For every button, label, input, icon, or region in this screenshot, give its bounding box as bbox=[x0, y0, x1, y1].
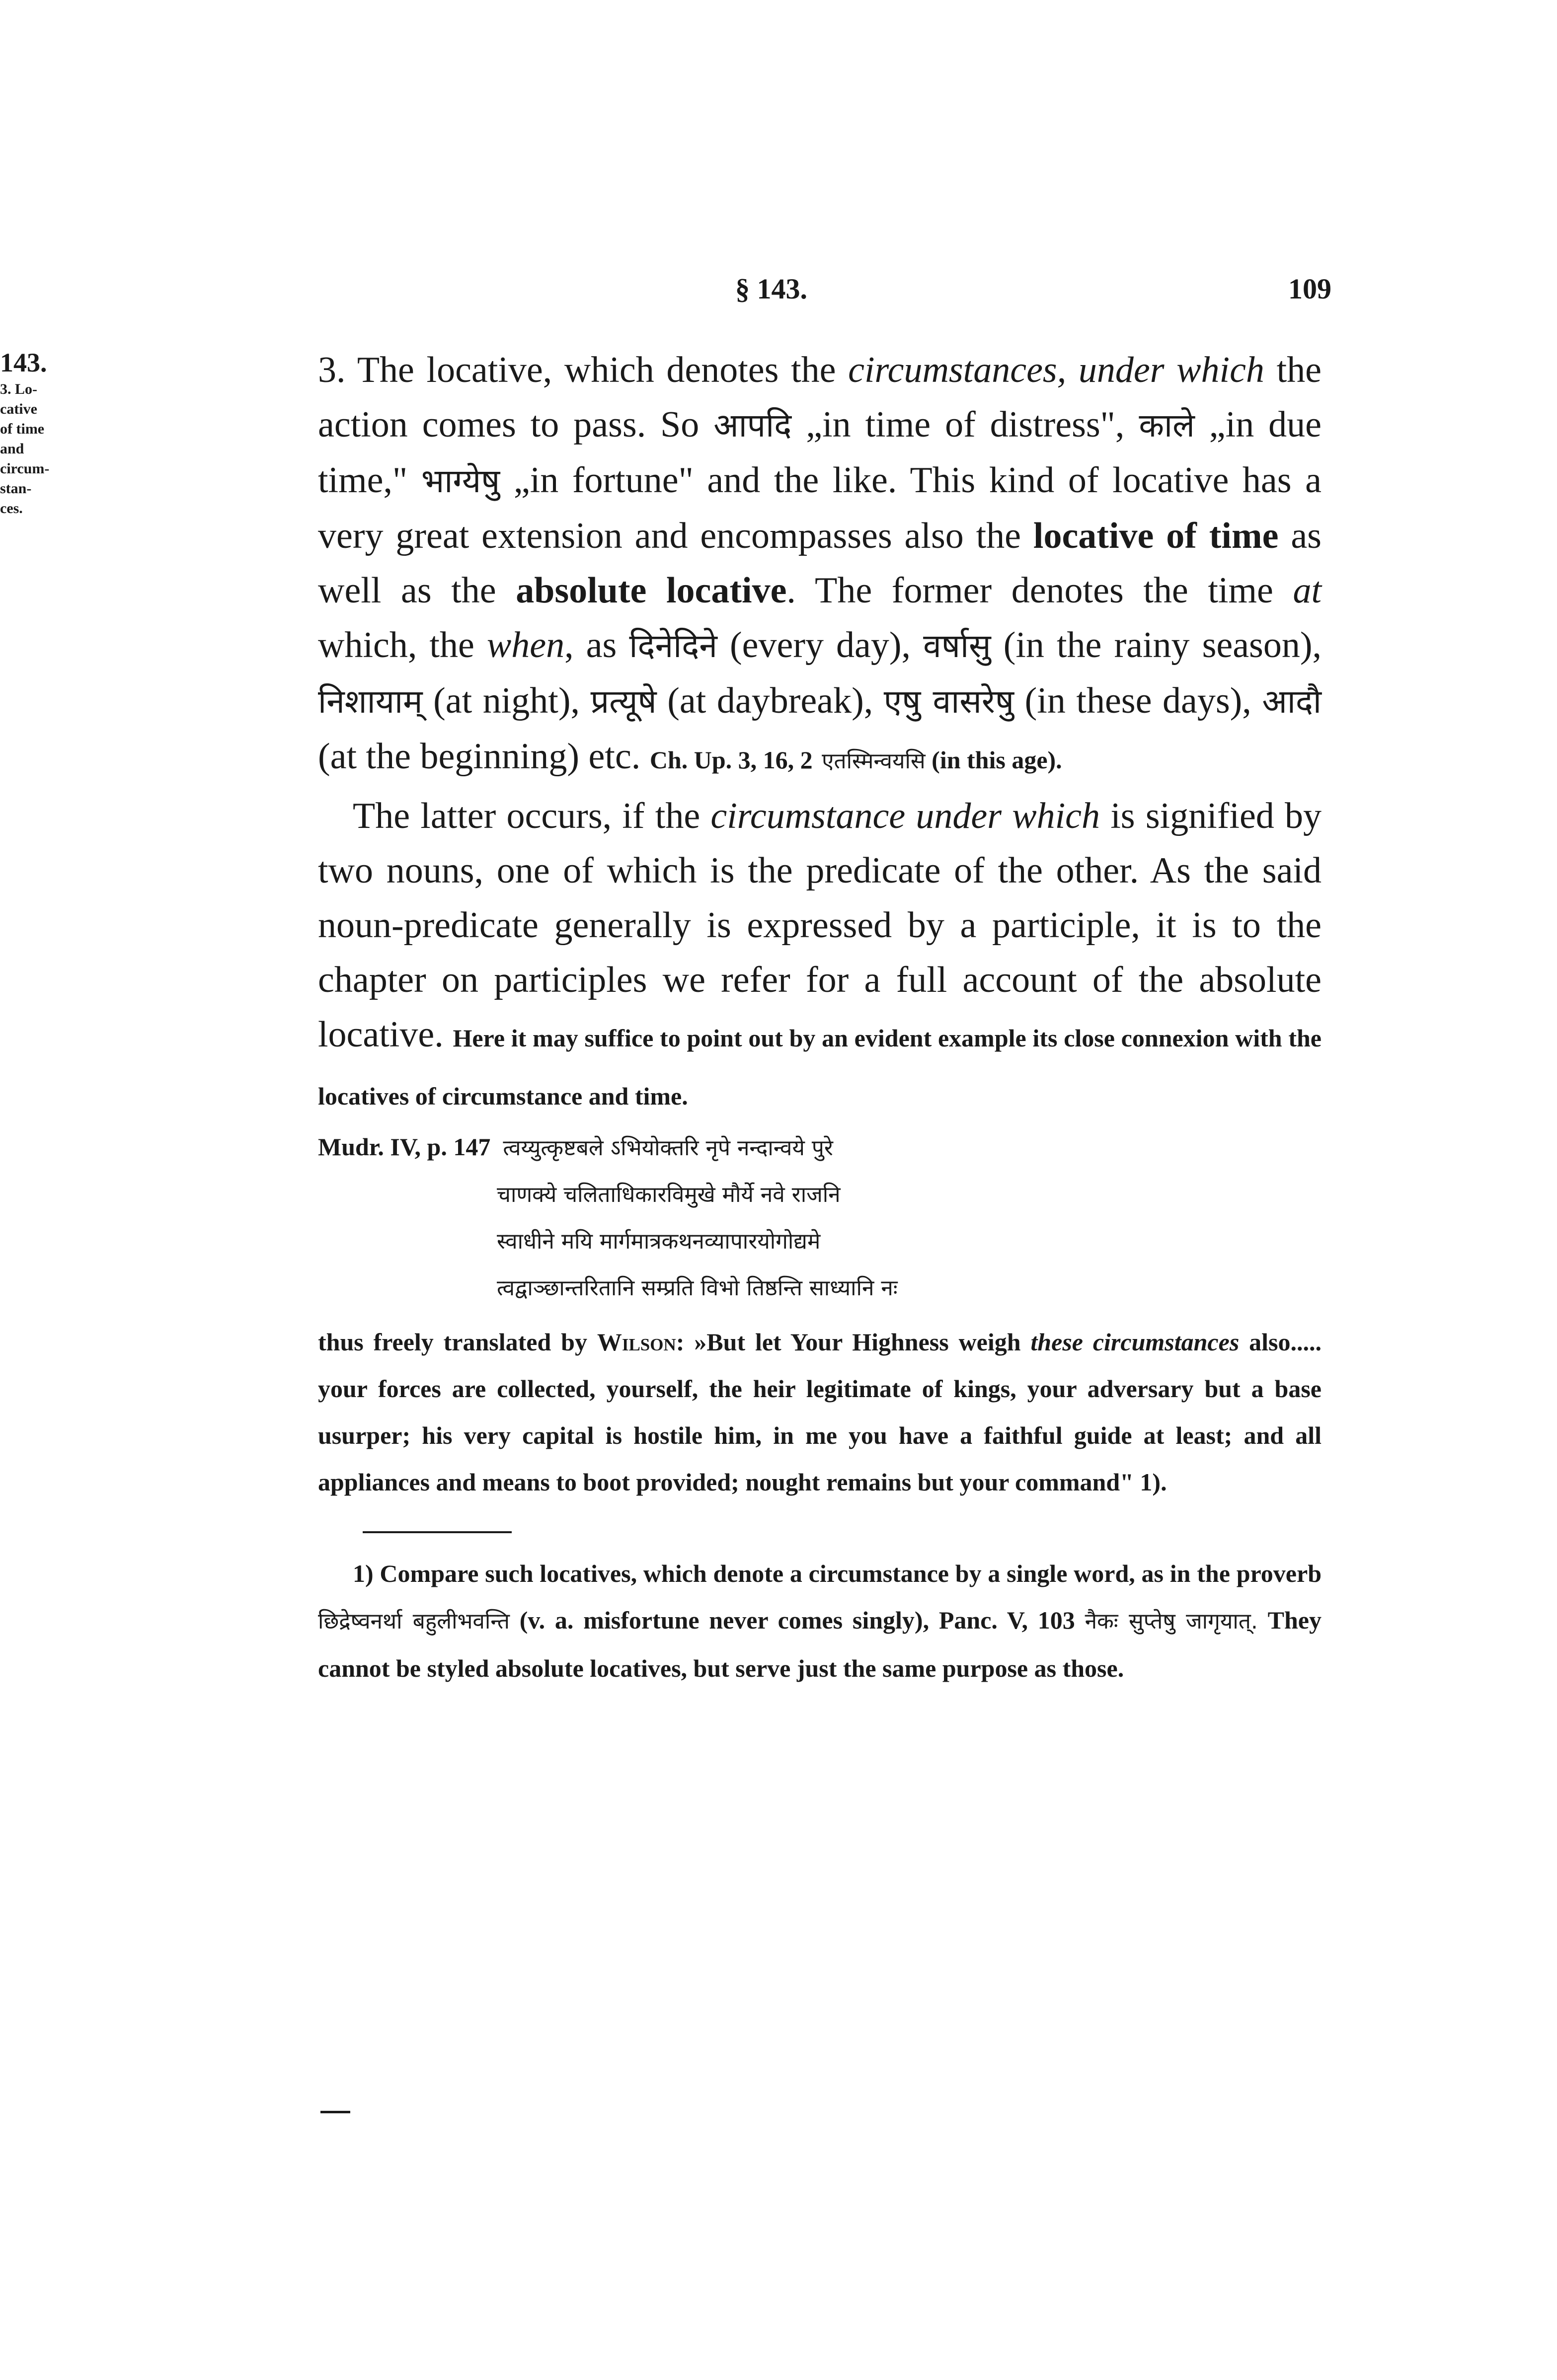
text-run: 1) Compare such locatives, which denote a circumstance by a single word, as in the proverb bbox=[353, 1560, 1322, 1587]
text-run: (at the beginning) etc. bbox=[318, 736, 650, 777]
text-run: „in due time," bbox=[318, 404, 1322, 501]
text-run: the action comes to pass. So bbox=[318, 350, 1322, 445]
margin-note-line: ces. bbox=[0, 500, 23, 517]
sanskrit-word: नैकः सुप्तेषु जागृयात्. bbox=[1085, 1609, 1258, 1634]
margin-note-line: stan- bbox=[0, 480, 32, 497]
sanskrit-word: प्रत्यूषे bbox=[590, 682, 657, 721]
italic-term: these circumstances bbox=[1030, 1328, 1240, 1356]
sanskrit-word: वर्षासु bbox=[923, 627, 991, 665]
text-run: (in the rainy season), bbox=[991, 625, 1322, 666]
main-text bbox=[318, 343, 1322, 1692]
citation-reference: Ch. Up. 3, 16, 2 bbox=[649, 746, 813, 774]
sanskrit-word: भाग्येषु bbox=[421, 462, 500, 500]
italic-term: circumstances, under which bbox=[848, 350, 1264, 390]
sanskrit-word: छिद्रेष्वनर्था बहुलीभवन्ति bbox=[318, 1609, 510, 1634]
verse-line bbox=[318, 1123, 1322, 1172]
text-run: (in these days), bbox=[1014, 680, 1262, 721]
text-run: : »But let Your Highness weigh bbox=[676, 1328, 1031, 1356]
text-run: They cannot be styled absolute locatives, but serve just the same purpose as those. bbox=[318, 1606, 1322, 1682]
text-run: (at night), bbox=[422, 680, 591, 721]
text-run: . The former denotes the time bbox=[786, 570, 1293, 611]
section-mark: § 143. bbox=[735, 273, 807, 305]
bold-term: locative of time bbox=[1033, 516, 1279, 556]
text-run: (v. a. misfortune never comes singly), Panc. V, 103 bbox=[509, 1606, 1085, 1634]
text-run: which, the bbox=[318, 625, 487, 666]
page-number: 109 bbox=[1288, 273, 1331, 305]
bold-term: absolute locative bbox=[516, 570, 787, 611]
verse-line: त्वद्वाञ्छान्तरितानि सम्प्रति विभो तिष्ठन्ति साध्यानि नः bbox=[497, 1275, 898, 1301]
footnote-divider bbox=[363, 1531, 512, 1533]
text-run: thus freely translated by bbox=[318, 1328, 597, 1356]
sanskrit-word: काले bbox=[1139, 406, 1195, 445]
translation-paragraph bbox=[318, 1319, 1322, 1505]
sanskrit-verse-text: त्वय्युत्कृष्टबले ऽभियोक्तरि नृपे नन्दान्वये पुरे bbox=[503, 1135, 833, 1161]
translator-name: Wilson bbox=[597, 1328, 676, 1356]
text-run: „in time of distress", bbox=[791, 404, 1139, 445]
margin-note-line: and bbox=[0, 441, 24, 457]
text-run: (every day), bbox=[717, 625, 924, 666]
margin-note-line: circum- bbox=[0, 460, 50, 477]
margin-note-line: cative bbox=[0, 401, 37, 417]
running-head bbox=[313, 272, 1331, 312]
footnote bbox=[318, 1550, 1322, 1692]
text-run: (in this age). bbox=[925, 746, 1062, 774]
text-run: , as bbox=[564, 625, 629, 666]
verse-line: चाणक्ये चलिताधिकारविमुखे मौर्ये नवे राजनि bbox=[497, 1182, 841, 1207]
footnote-reference: 1). bbox=[1140, 1468, 1167, 1496]
sanskrit-word: एतस्मिन्वयसि bbox=[822, 748, 926, 774]
paragraph-locative-circumstance bbox=[318, 343, 1322, 789]
sanskrit-word: एषु वासरेषु bbox=[883, 682, 1014, 721]
text-run: as well as the bbox=[318, 516, 1322, 611]
text-run: is signified by two nouns, one of which is the predicate of the other. As the said noun-predicate generally is expressed by a participle, it is to the chapter on participles we refer for a full account of the absolute locative. bbox=[318, 796, 1322, 1055]
sanskrit-word: आदौ bbox=[1262, 682, 1322, 721]
text-run: (at daybreak), bbox=[656, 680, 884, 721]
verse-line: स्वाधीने मयि मार्गमात्रकथनव्यापारयोगोद्यमे bbox=[497, 1229, 821, 1254]
printer-mark bbox=[320, 2111, 350, 2113]
margin-note-line: 3. Lo- bbox=[0, 381, 37, 397]
sanskrit-word: आपदि bbox=[713, 406, 792, 445]
quote-reference: Mudr. IV, p. 147 bbox=[318, 1133, 491, 1161]
text-run: also..... your forces are collected, yourself, the heir legitimate of kings, your adversary but a base usurper; his very capital is hostile him, in me you have a faithful guide at least; and all appliances and means to boot provided; nought remains but your command" bbox=[318, 1328, 1322, 1496]
text-run: 3. The locative, which denotes the bbox=[318, 350, 849, 390]
margin-note-line: of time bbox=[0, 421, 45, 437]
sanskrit-word: निशायाम् bbox=[318, 682, 423, 721]
small-print-text: Here it may suffice to point out by an evident example its close connexion with the locatives of circumstance and time. bbox=[318, 1024, 1322, 1110]
text-run: The latter occurs, if the bbox=[353, 796, 711, 836]
italic-term: at bbox=[1293, 570, 1322, 611]
margin-note-number: 143. bbox=[0, 348, 47, 377]
margin-note bbox=[0, 348, 67, 519]
paragraph-absolute-locative bbox=[318, 789, 1322, 1123]
italic-term: circumstance under which bbox=[710, 796, 1100, 836]
text-run: „in fortune" and the like. This kind of locative has a very great extension and encompasses also the bbox=[318, 460, 1322, 556]
sanskrit-word: दिनेदिने bbox=[629, 627, 717, 665]
italic-term: when bbox=[486, 625, 565, 666]
